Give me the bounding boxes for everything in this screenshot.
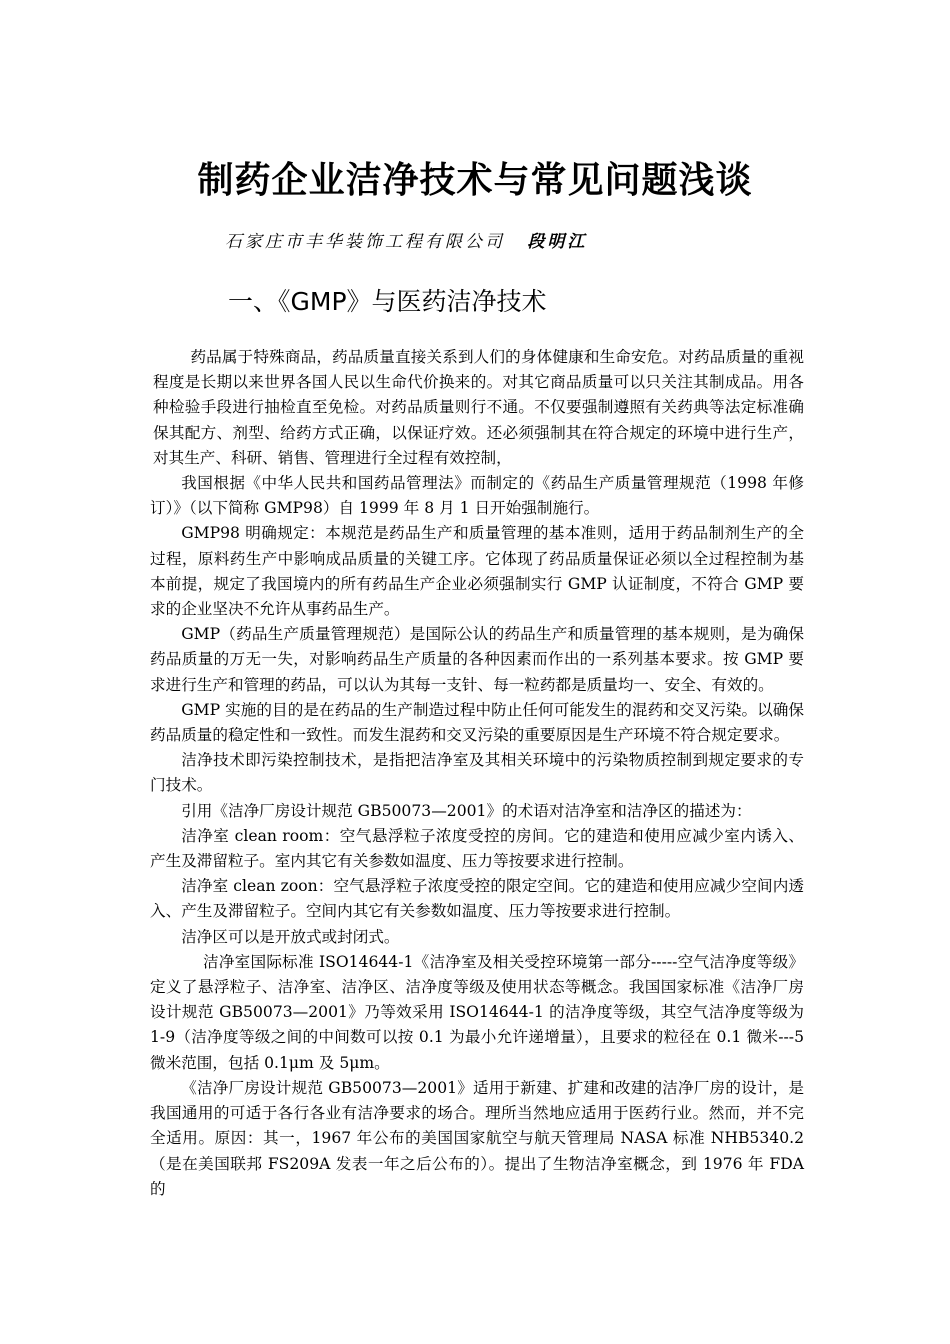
section-heading: 一、《GMP》与医药洁净技术 <box>228 287 547 316</box>
paragraph: 洁净室 clean room：空气悬浮粒子浓度受控的房间。它的建造和使用应减少室内诱入、产生及滞留粒子。室内其它有关参数如温度、压力等按要求进行控制。 <box>150 826 804 871</box>
paragraph: 我国根据《中华人民共和国药品管理法》而制定的《药品生产质量管理规范（1998 年修订）》（以下简称 GMP98）自 1999 年 8 月 1 日开始强制施行。 <box>150 474 804 518</box>
author-line <box>225 227 587 252</box>
paragraph: 洁净室国际标准 ISO14644-1《洁净室及相关受控环境第一部分-----空气洁净度等级》定义了悬浮粒子、洁净室、洁净区、洁净度等级及使用状态等概念。我国国家标准《洁净厂房设计规范 GB50073—2001》乃等效采用 ISO14644-1 的洁净度等级，其空气洁净度等级为 1-9（洁净度等级之间的中间数可以按 0.1 为最小允许递增量），且要求的粒径在 0.1 微米---5 微米范围，包括 0.1μm 及 5μm。 <box>150 952 804 1072</box>
paragraph: GMP98 明确规定：本规范是药品生产和质量管理的基本准则，适用于药品制剂生产的全过程，原料药生产中影响成品质量的关键工序。它体现了药品质量保证必须以全过程控制为基本前提，规定了我国境内的所有药品生产企业必须强制实行 GMP 认证制度，不符合 GMP 要求的企业坚决不允许从事药品生产。 <box>150 524 804 619</box>
author-name: 段明江 <box>527 232 588 252</box>
document-body <box>150 345 804 1202</box>
paragraph: 洁净室 clean zoon：空气悬浮粒子浓度受控的限定空间。它的建造和使用应减少空间内透入、产生及滞留粒子。空间内其它有关参数如温度、压力等按要求进行控制。 <box>150 877 804 921</box>
author-organization: 石家庄市丰华装饰工程有限公司 <box>225 232 505 252</box>
paragraph: GMP（药品生产质量管理规范）是国际公认的药品生产和质量管理的基本规则，是为确保药品质量的万无一失，对影响药品生产质量的各种因素而作出的一系列基本要求。按 GMP 要求进行生产和管理的药品，可以认为其每一支针、每一粒药都是质量均一、安全、有效的。 <box>150 625 804 694</box>
paragraph: 洁净技术即污染控制技术，是指把洁净室及其相关环境中的污染物质控制到规定要求的专门技术。 <box>150 751 804 795</box>
paragraph: 洁净区可以是开放式或封闭式。 <box>181 927 400 946</box>
paragraph: GMP 实施的目的是在药品的生产制造过程中防止任何可能发生的混药和交叉污染。以确保药品质量的稳定性和一致性。而发生混药和交叉污染的重要原因是生产环境不符合规定要求。 <box>150 700 804 745</box>
paragraph: 引用《洁净厂房设计规范 GB50073—2001》的术语对洁净室和洁净区的描述为： <box>181 801 752 820</box>
document-title: 制药企业洁净技术与常见问题浅谈 <box>197 160 753 201</box>
paragraph: 《洁净厂房设计规范 GB50073—2001》适用于新建、扩建和改建的洁净厂房的设计，是我国通用的可适于各行各业有洁净要求的场合。理所当然地应适用于医药行业。然而，并不完全适用。原因：其一，1967 年公布的美国国家航空与航天管理局 NASA 标准 NHB5340.2（是在美国联邦 FS209A 发表一年之后公布的）。提出了生物洁净室概念，到 1976 年 FDA 的 <box>150 1078 804 1198</box>
paragraph: 药品属于特殊商品，药品质量直接关系到人们的身体健康和生命安危。对药品质量的重视程度是长期以来世界各国人民以生命代价换来的。对其它商品质量可以只关注其制成品。用各种检验手段进行抽检直至免检。对药品质量则行不通。不仅要强制遵照有关药典等法定标准确保其配方、剂型、给药方式正确，以保证疗效。还必须强制其在符合规定的环境中进行生产，对其生产、科研、销售、管理进行全过程有效控制， <box>153 348 804 467</box>
